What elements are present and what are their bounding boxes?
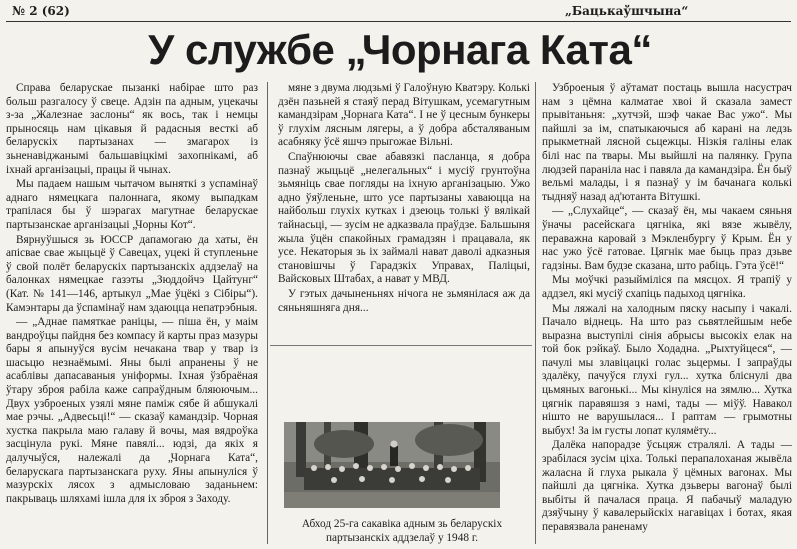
- paragraph: Вярнуўшыся зь ЮССР дапамогаю да хаты, ён апісвае свае жыцьцё ў Савецах, уцекі й ступленьне ў свой полёт беларускіх партызанскіх аддзелаў на балонках нямецкае газэты „Зюддойчэ Цайтунг“ (Кат. № 141—146, артыкул „Мае ўцёкі з Сібіры“). Камэнтары да ўспамінаў нам здаюцца непатрэбныя.: [6, 233, 258, 314]
- paragraph: Мы моўчкі разыйміліся па мясцох. Я трапіў у аддзел, які мусіў схапіць падыход цягніка.: [542, 274, 792, 300]
- paragraph: У гэтых дачыненьнях нічога не зьмянілася аж да сяньняшняга дня...: [278, 287, 530, 314]
- article-column-3: [542, 82, 792, 547]
- column-divider-1: [267, 82, 268, 544]
- article-title: У службе „Чорнага Ката“: [148, 26, 652, 73]
- paragraph: Мы падаем нашым чытачом выняткі з успамінаў аднаго нямецкага палоннага, якому выпадкам трапілася бы ў шэрагах магутнае беларускае партызанскае арганізацыі „Чорны Кот“.: [6, 178, 258, 231]
- publication-name: „Бацькаўшчына“: [565, 4, 689, 18]
- header-rule: [6, 21, 791, 22]
- issue-number: № 2 (62): [12, 4, 70, 18]
- paragraph: Узброеныя ў аўтамат постаць вышла насустрач нам з цёмна калматае хвоі й сказала замест прывітаньня: „хутчэй, шэф чакае Вас ужо“. Мы пайшлі за ім, спатыкаючыся аб карані на ледзь прыкметнай лясной сьцежцы. Нізкія галіны елак білі нас па твары. Мы выйшлі на палянку. Група людзей параніла нас і павяла да камандзіра. Ён быў вельмі малады, і я пазнаў у ім бачанага колькі тыдняў назад ад'ютанта Вітушкі.: [542, 82, 792, 203]
- partisans-photo: [284, 422, 500, 508]
- paragraph: Мы ляжалі на халодным пяску насыпу і чакалі. Пачало віднець. На што раз сьвятлейшым небе выразна выступілі сінія абрысы высокіх елак на той бок рэйкаў. Было Ходадна. „Рыхтуйцеся“, — пачулі мы злавіцацкі голас зьцермы. І запраўды здалёку, пачуўся глухі гул... хутка бліснулі два цьмяных вагонькі... Мы кінуліся на зямлю... Хутка цягнік паравяшзя з намі, тады — міўў. Навакол нішто не варушылася... І раптам — грымотны выбух! За ім густы лопат кулямёту...: [542, 302, 792, 437]
- paragraph: — „Аднае памяткае раніцы, — піша ён, у маім вандроўцы пайдня без компасу й карты праз мазуры бары я апынуўся вусім нечакана твар у твар із шасьцю незнаёмымі. Яны былі апранены ў не асаблівы дапасаваныя уніформы. Іхная ўзбраёная ўтару зброя рабіла каже сапраўдным бляюючым... Двух узброеных узялі мяне паміж сябе й абшукалі мае рэчы. „Адвесьці!“ — сказаў камандзір. Чорная хустка пакрыла маю галаву й вочы, мая вядроўка засцінула рукі. Мяне павялі... юдзі, да якіх я далучыўся, належалі да „Чорнага Ката“, беларускага партызанскага руху. Яны апынуліся ў мазурскіх лясох з адмысловаю заданьнем: пакрываць шляхамі ішла для іх зброя з Заходу.: [6, 316, 258, 505]
- paragraph: — „Слухайце“, — сказаў ён, мы чакаем сяньня ўначы расейскага цягніка, які вязе жывёлу, пераважна каровай з Мэкленбургу ў Крым. Ён у нас ужо ўсё гатовае. Цягнік мае быць праз дзьве гадзіны. Вам будзе сказана, што рабіць. Гэта ўсё!“: [542, 205, 792, 272]
- photo-top-rule: [270, 345, 532, 346]
- column-divider-2: [535, 82, 536, 544]
- article-column-1: [6, 82, 258, 547]
- paragraph: Далёка напорадзе ўсьцяж стралялі. А тады — зрабілася зусім ціха. Толькі перапалоханая жывёла жаласна й глуха рыкала ў цёмных вагонах. Мы пайшлі да цягніка. Хутка дзьверы вагонаў былі выбіты й пачалася праца. Я пабачыў маладую дзяўчыну ў кавалерыйскіх нагавіцах і ботах, якая перавязвала раненаму: [542, 439, 792, 533]
- article-column-2: [278, 82, 530, 344]
- paragraph: Справа беларускае пызанкі набірае што раз больш разгалосу ў свеце. Адзін па адным, уцекачы з-за „Жалезнае заслоны“ як вось, так і немцы прыносяць нам цікавыя й радасныя весткі аб беларускіх партызанах — змагарох із зьненавіджанымі бальшавіцкімі захопнікамі, аб іхнай арганізацыі, працы й чынах.: [6, 82, 258, 176]
- paragraph: мяне з двума людзьмі ў Галоўную Кватэру. Колькі дзён пазьней я стаяў перад Вітушкам, усемагутным камандзірам „Чорнага Ката“. І не ў цесным бункеры ў глухім лясным лягеры, а ў добра абсталяваным асабняку ўсё яшчэ прыгожае Вільні.: [278, 82, 530, 149]
- photo-caption: Абход 25-га сакавіка адным зь беларускіх партызанскіх аддзелаў у 1948 г.: [301, 518, 503, 544]
- page-header: [0, 0, 797, 22]
- paragraph: Спаўнюючы свае абавязкі пасланца, я добра пазнаў жыцьцё „нелегальных“ і мусіў грунтоўна зьмяніць свае погляды на іхную арганізацыю. Ужо адно ўяўленьне, што усе партызаны хаваюцца на найбольш глухіх кутках і дзеюць толькі ў вялікай тайнасьці, — зусім не адказвала праўдзе. Бальшыня жыла ўцён спакойных грамадзян і працавала, як усе. Некаторыя зь іх займалі нават даволі адказныя становішчы ў Гарадзкіх Управах, Паліцыі, Вайсковых Штабах, а нават у МВД.: [278, 150, 530, 286]
